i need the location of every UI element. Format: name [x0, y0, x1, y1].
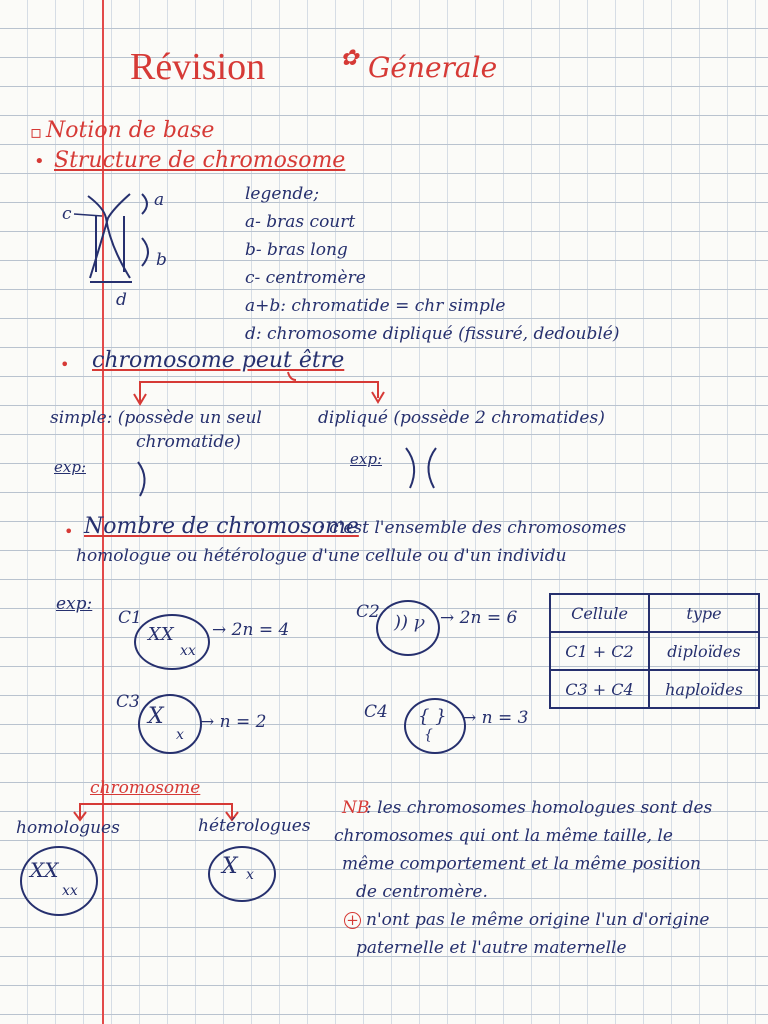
example-label: exp: [350, 450, 382, 468]
cell-c1-chromosomes-small: xx [180, 643, 196, 659]
homologues-chromosomes: XX [30, 858, 59, 882]
example-label: exp: [56, 594, 93, 614]
duplicated-chromosome-drawing [402, 446, 442, 490]
cell-c3-chromosomes: X [148, 704, 164, 729]
cell-type-table [549, 593, 760, 709]
legend-item: d: chromosome dipliqué (fissuré, dedoublé) [245, 324, 620, 344]
cell-label-c1: C1 [118, 608, 142, 628]
cell-c2-result: → 2n = 6 [440, 608, 518, 628]
table-cell: haploïdes [649, 670, 759, 708]
table-cell: diploïdes [649, 632, 759, 670]
section-heading-chromosome-peut-etre: chromosome peut être [92, 348, 345, 373]
legend-item: b- bras long [245, 240, 348, 260]
definition-text: : c'est l'ensemble des chromosomes [318, 518, 627, 538]
label-b: b [156, 250, 167, 270]
smudge-mark: ✿ [340, 46, 359, 71]
table-header: type [649, 594, 759, 632]
label-a: a [154, 190, 165, 210]
branch-arrows [120, 372, 380, 412]
note-label: NB [342, 798, 370, 818]
table-row [550, 670, 759, 708]
table-header: Cellule [550, 594, 649, 632]
section-heading-notion: Notion de base [46, 118, 215, 143]
table-header-row [550, 594, 759, 632]
plus-marker: + [344, 912, 361, 929]
dot-bullet: • [34, 151, 45, 172]
legend-title: legende; [245, 184, 320, 204]
table-cell: C3 + C4 [550, 670, 649, 708]
cell-c3-result: → n = 2 [200, 712, 267, 732]
cell-c1-result: → 2n = 4 [212, 620, 290, 640]
cell-label-c3: C3 [116, 692, 140, 712]
heterologues-cell [208, 846, 276, 902]
cell-c1-chromosomes: XX [148, 624, 174, 645]
label-d: d [116, 290, 127, 310]
page-title: Révision [130, 46, 266, 88]
section-heading-chromosome: chromosome [90, 778, 201, 798]
page-title-2: Génerale [368, 51, 498, 84]
legend-item: a- bras court [245, 212, 356, 232]
heterologues-label: hétérologues [198, 816, 311, 836]
simple-definition-cont: chromatide) [136, 432, 241, 452]
simple-chromosome-drawing [134, 460, 164, 500]
cell-label-c4: C4 [364, 702, 388, 722]
legend-item: a+b: chromatide = chr simple [245, 296, 506, 316]
cell-c3-chromosomes-small: x [176, 727, 184, 743]
label-c: c [62, 204, 72, 224]
cell-c4-chromosomes: { } [418, 706, 447, 727]
cell-c4-chromosomes-small: { [424, 727, 433, 743]
heterologues-chromosomes-small: x [246, 867, 254, 883]
duplique-definition: dipliqué (possède 2 chromatides) [318, 408, 605, 428]
note-text: paternelle et l'autre maternelle [356, 938, 627, 958]
homologues-chromosomes-small: xx [62, 883, 78, 899]
section-heading-nombre: Nombre de chromosome [84, 514, 359, 539]
definition-text: homologue ou hétérologue d'une cellule ou d'un individu [76, 546, 567, 566]
square-bullet: ▫ [30, 122, 43, 143]
note-text: n'ont pas le même origine l'un d'origine [366, 910, 710, 930]
dot-bullet: • [64, 522, 74, 541]
cell-label-c2: C2 [356, 602, 380, 622]
table-cell: C1 + C2 [550, 632, 649, 670]
homologues-label: homologues [16, 818, 120, 838]
note-text: de centromère. [356, 882, 488, 902]
note-text: chromosomes qui ont la même taille, le [334, 826, 673, 846]
section-heading-structure: Structure de chromosome [54, 148, 346, 173]
simple-definition: simple: (possède un seul [50, 408, 262, 428]
table-row [550, 632, 759, 670]
cell-c2-chromosomes: )) ꝩ [394, 612, 425, 633]
cell-c4-result: → n = 3 [462, 708, 529, 728]
example-label: exp: [54, 458, 86, 476]
legend-item: c- centromère [245, 268, 366, 288]
dot-bullet: • [60, 355, 70, 374]
note-text: : les chromosomes homologues sont des [366, 798, 713, 818]
note-text: même comportement et la même position [342, 854, 701, 874]
heterologues-chromosomes: X [222, 854, 238, 879]
